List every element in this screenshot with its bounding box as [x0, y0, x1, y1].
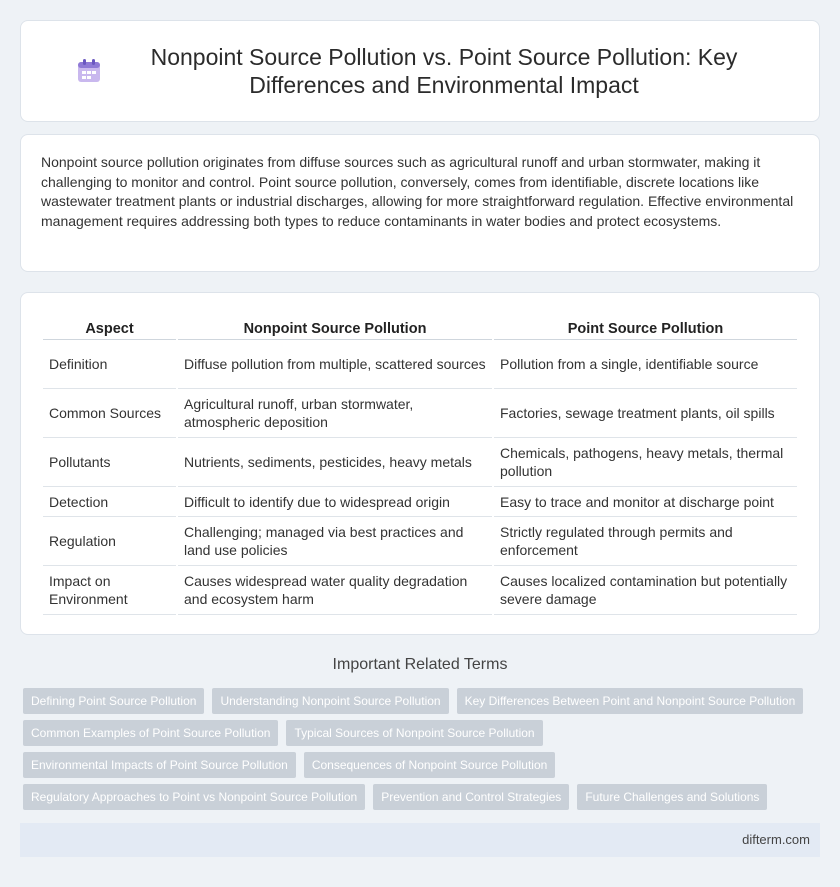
- table-cell: Definition: [43, 340, 176, 389]
- tag-row: [23, 688, 823, 714]
- tag-row: [23, 752, 823, 778]
- table-cell: Chemicals, pathogens, heavy metals, thermal pollution: [494, 438, 797, 487]
- table-cell: Detection: [43, 487, 176, 517]
- table-row: [43, 340, 797, 389]
- tag-link[interactable]: Typical Sources of Nonpoint Source Pollution: [286, 720, 542, 746]
- table-cell: Agricultural runoff, urban stormwater, atmospheric deposition: [178, 389, 492, 438]
- footer: [20, 823, 820, 857]
- footer-site-link[interactable]: difterm.com: [742, 832, 810, 847]
- header-aspect: Aspect: [43, 313, 176, 340]
- table-cell: Nutrients, sediments, pesticides, heavy metals: [178, 438, 492, 487]
- page-title: Nonpoint Source Pollution vs. Point Source Pollution: Key Differences and Environmental Impact: [150, 44, 738, 98]
- related-terms-tags: [23, 688, 823, 816]
- tag-link[interactable]: Future Challenges and Solutions: [577, 784, 767, 810]
- table-header-row: [43, 313, 797, 340]
- table-row: [43, 438, 797, 487]
- calendar-icon: [76, 58, 102, 84]
- table-cell: Challenging; managed via best practices and land use policies: [178, 517, 492, 566]
- table-cell: Strictly regulated through permits and enforcement: [494, 517, 797, 566]
- table-cell: Pollutants: [43, 438, 176, 487]
- intro-paragraph: Nonpoint source pollution originates from diffuse sources such as agricultural runoff and urban stormwater, making it challenging to monitor and control. Point source pollution, conversely, comes from identifiable, discrete locations like wastewater treatment plants or industrial discharges, allowing for more straightforward regulation. Effective environmental management requires addressing both types to reduce contaminants in water bodies and protect ecosystems.: [41, 154, 794, 229]
- related-terms-title: Important Related Terms: [332, 656, 508, 673]
- table-cell: Common Sources: [43, 389, 176, 438]
- tag-row: [23, 720, 823, 746]
- comparison-table-card: [20, 292, 820, 635]
- table-row: [43, 487, 797, 517]
- header-point: Point Source Pollution: [494, 313, 797, 340]
- tag-link[interactable]: Regulatory Approaches to Point vs Nonpoint Source Pollution: [23, 784, 365, 810]
- table-cell: Difficult to identify due to widespread origin: [178, 487, 492, 517]
- title-card: [20, 20, 820, 122]
- tag-link[interactable]: Common Examples of Point Source Pollution: [23, 720, 278, 746]
- table-row: [43, 389, 797, 438]
- table-row: [43, 517, 797, 566]
- title-wrap: [61, 21, 779, 121]
- tag-link[interactable]: Prevention and Control Strategies: [373, 784, 569, 810]
- tag-link[interactable]: Environmental Impacts of Point Source Pollution: [23, 752, 296, 778]
- table-cell: Diffuse pollution from multiple, scattered sources: [178, 340, 492, 389]
- tag-link[interactable]: Consequences of Nonpoint Source Pollution: [304, 752, 556, 778]
- tag-link[interactable]: Defining Point Source Pollution: [23, 688, 204, 714]
- table-cell: Causes widespread water quality degradation and ecosystem harm: [178, 566, 492, 615]
- header-nonpoint: Nonpoint Source Pollution: [178, 313, 492, 340]
- tag-link[interactable]: Understanding Nonpoint Source Pollution: [212, 688, 448, 714]
- table-cell: Causes localized contamination but potentially severe damage: [494, 566, 797, 615]
- table-row: [43, 566, 797, 615]
- table-cell: Impact on Environment: [43, 566, 176, 615]
- tag-row: [23, 784, 823, 810]
- table-cell: Factories, sewage treatment plants, oil spills: [494, 389, 797, 438]
- table-cell: Regulation: [43, 517, 176, 566]
- table-cell: Pollution from a single, identifiable source: [494, 340, 797, 389]
- intro-card: [20, 134, 820, 272]
- table-cell: Easy to trace and monitor at discharge point: [494, 487, 797, 517]
- comparison-table: [41, 313, 799, 615]
- tag-link[interactable]: Key Differences Between Point and Nonpoint Source Pollution: [457, 688, 804, 714]
